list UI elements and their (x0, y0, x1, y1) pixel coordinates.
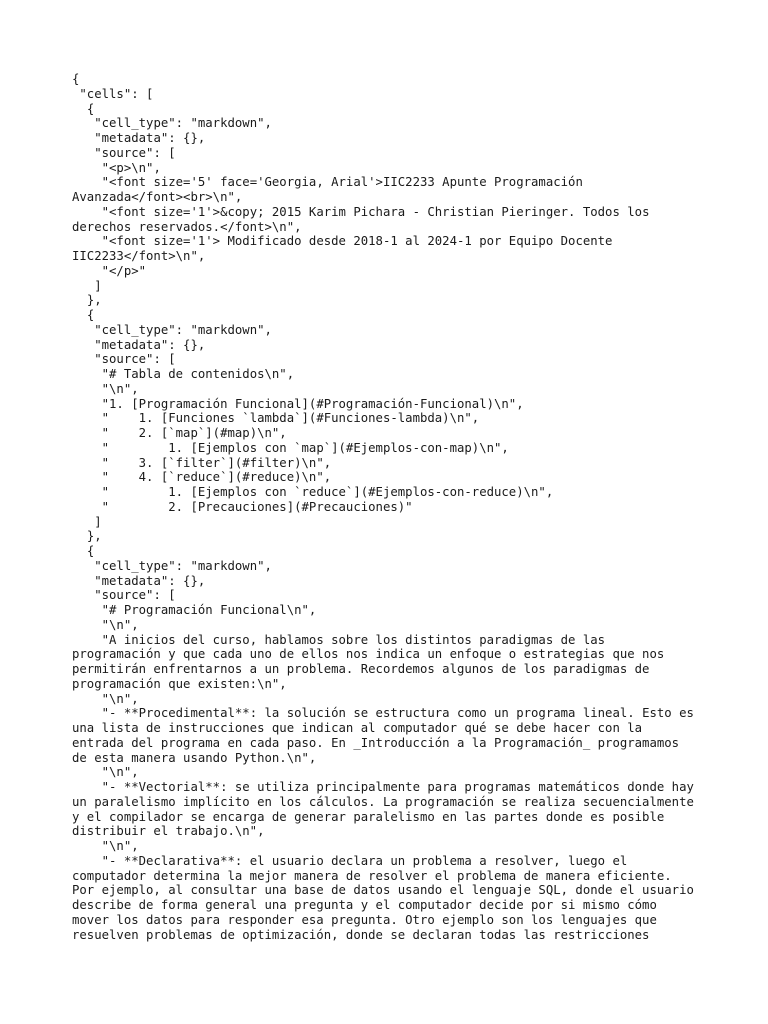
source-line: "<p>\n", (72, 160, 161, 175)
source-line: "# Programación Funcional\n", (72, 603, 317, 617)
source-line: " 1. [Ejemplos con `map`](#Ejemplos-con-map)\n", (72, 440, 509, 455)
source-line: "# Tabla de contenidos\n", (72, 367, 295, 381)
source-line: "metadata": {}, (72, 131, 206, 145)
source-line: "\n", (72, 617, 139, 632)
source-line: "<font size='1'> Modificado desde 2018-1 al 2024-1 por Equipo Docente IIC2233</font>\n", (72, 234, 620, 263)
notebook-json-source (72, 72, 702, 942)
source-line: "source": [ (72, 352, 176, 367)
source-line: "source": [ (72, 588, 176, 603)
source-line: }, (72, 529, 102, 544)
source-line: { (72, 101, 95, 116)
source-line: "cell_type": "markdown", (72, 558, 272, 573)
source-line: "\n", (72, 765, 139, 780)
source-line: " 2. [`map`](#map)\n", (72, 426, 287, 440)
source-line: "cell_type": "markdown", (72, 116, 272, 131)
source-line: " 4. [`reduce`](#reduce)\n", (72, 470, 332, 485)
source-line: " 2. [Precauciones](#Precauciones)" (72, 499, 413, 514)
source-line: { (72, 72, 80, 86)
source-line: " 1. [Funciones `lambda`](#Funciones-lambda)\n", (72, 411, 480, 426)
source-line: " 1. [Ejemplos con `reduce`](#Ejemplos-con-reduce)\n", (72, 485, 554, 499)
source-line: ] (72, 514, 102, 529)
source-line: "- **Procedimental**: la solución se estructura como un programa lineal. Esto es una lista de instrucciones que indican al computador qué se debe hacer con la entrada del programa en cada paso. En _Introducción a la Programación_ programamos de esta manera usando Python.\n", (72, 706, 702, 765)
source-line: "A inicios del curso, hablamos sobre los distintos paradigmas de las programación y que cada uno de ellos nos indica un enfoque o estrategias que nos permitirán enfrentarnos a un problema. Recordemos algunos de los paradigmas de programación que existen:\n", (72, 632, 672, 691)
source-line: "cell_type": "markdown", (72, 322, 272, 337)
source-line: ] (72, 278, 102, 293)
source-line: "<font size='5' face='Georgia, Arial'>IIC2233 Apunte Programación Avanzada</font><br>\n", (72, 175, 591, 204)
source-line: "\n", (72, 381, 139, 396)
source-line: "- **Vectorial**: se utiliza principalmente para programas matemáticos donde hay un paralelismo implícito en los cálculos. La programación se realiza secuencialmente y el compilador se encarga de generar paralelismo en las partes donde es posible distribuir el trabajo.\n", (72, 780, 702, 839)
source-line: "<font size='1'>&copy; 2015 Karim Pichara - Christian Pieringer. Todos los derechos reservados.</font>\n", (72, 204, 657, 234)
source-line: "</p>" (72, 263, 147, 278)
source-line: "source": [ (72, 145, 176, 160)
source-line: "metadata": {}, (72, 337, 206, 352)
document-page (72, 72, 702, 952)
source-line: { (72, 308, 95, 322)
source-line: }, (72, 293, 102, 308)
source-line: " 3. [`filter`](#filter)\n", (72, 455, 332, 470)
source-line: "cells": [ (72, 86, 154, 101)
source-line: "\n", (72, 839, 139, 853)
source-line: "1. [Programación Funcional](#Programación-Funcional)\n", (72, 396, 524, 411)
source-line: "\n", (72, 691, 139, 706)
source-line: "- **Declarativa**: el usuario declara un problema a resolver, luego el computador determina la mejor manera de resolver el problema de manera eficiente. Por ejemplo, al consultar una base de datos usando el lenguaje SQL, donde el usuario describe de forma general una pregunta y el computador decide por si mismo cómo mover los datos para responder esa pregunta. Otro ejemplo son los lenguajes que resuelven problemas de optimización, donde se declaran todas las restricciones (72, 853, 702, 942)
source-line: "metadata": {}, (72, 573, 206, 588)
source-line: { (72, 544, 95, 558)
